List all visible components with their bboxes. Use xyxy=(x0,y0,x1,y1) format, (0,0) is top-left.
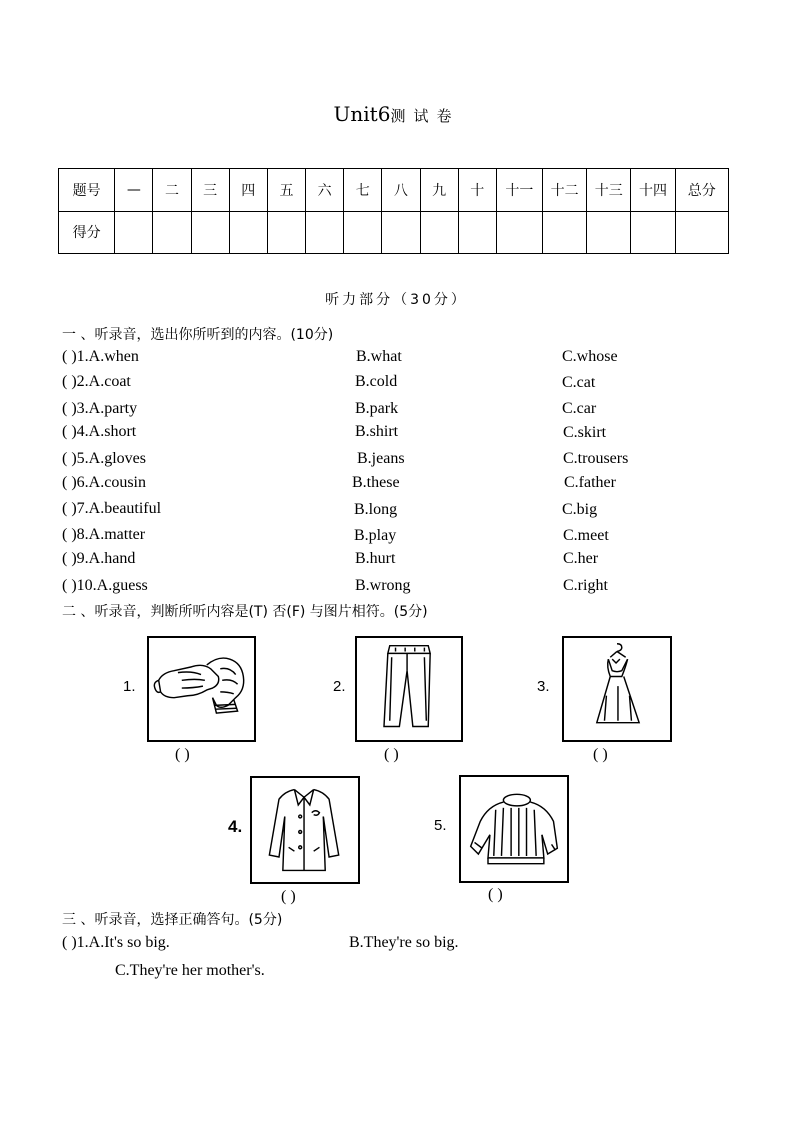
score-input-cell[interactable] xyxy=(587,211,631,254)
question-b: B.park xyxy=(355,400,399,417)
question-b: B.jeans xyxy=(357,450,405,467)
question-c: C.big xyxy=(562,501,598,518)
dress-icon xyxy=(564,638,670,740)
question-c: C.her xyxy=(563,550,599,567)
question-a: ( )1.A.It's so big. xyxy=(62,934,170,951)
picture-frame xyxy=(250,776,360,884)
gloves-icon xyxy=(149,638,254,740)
question-b: B.play xyxy=(354,527,397,544)
score-header-cell: 十 xyxy=(458,169,496,212)
score-table xyxy=(58,168,729,254)
score-input-cell[interactable] xyxy=(267,211,305,254)
score-header-cell: 二 xyxy=(153,169,191,212)
picture-frame xyxy=(459,775,569,883)
coat-icon xyxy=(252,778,358,882)
score-header-cell: 十二 xyxy=(543,169,587,212)
answer-blank[interactable]: ( ) xyxy=(593,746,608,763)
sweater-icon xyxy=(461,777,567,881)
score-input-cell[interactable] xyxy=(458,211,496,254)
score-input-cell[interactable] xyxy=(496,211,542,254)
answer-blank[interactable]: ( ) xyxy=(384,746,399,763)
score-input-cell[interactable] xyxy=(191,211,229,254)
question-c: C.They're her mother's. xyxy=(115,962,265,979)
question-c: C.car xyxy=(562,400,597,417)
question-a: ( )4.A.short xyxy=(62,423,137,440)
question-c: C.right xyxy=(563,577,608,594)
question-a: ( )5.A.gloves xyxy=(62,450,146,467)
question-a: ( )2.A.coat xyxy=(62,373,131,390)
score-header-cell: 题号 xyxy=(59,169,115,212)
score-input-cell[interactable] xyxy=(344,211,382,254)
score-input-cell[interactable] xyxy=(675,211,728,254)
section2-title: 二 、听录音，判断所听内容是(T) 否(F) 与图片相符。(5分) xyxy=(62,604,428,620)
question-a: ( )7.A.beautiful xyxy=(62,500,162,517)
picture-number: 4. xyxy=(228,817,243,836)
score-input-cell[interactable] xyxy=(115,211,153,254)
picture-number: 1. xyxy=(123,678,136,695)
picture-number: 5. xyxy=(434,817,447,834)
answer-blank[interactable]: ( ) xyxy=(488,886,503,903)
picture-number: 2. xyxy=(333,678,346,695)
trousers-icon xyxy=(357,638,461,740)
question-c: C.meet xyxy=(563,527,609,544)
question-a: ( )9.A.hand xyxy=(62,550,136,567)
question-c: C.cat xyxy=(562,374,596,391)
score-header-cell: 六 xyxy=(306,169,344,212)
score-input-cell[interactable] xyxy=(631,211,675,254)
question-c: C.whose xyxy=(562,348,618,365)
score-input-cell[interactable] xyxy=(420,211,458,254)
score-input-cell[interactable] xyxy=(543,211,587,254)
score-header-cell: 九 xyxy=(420,169,458,212)
score-header-cell: 总分 xyxy=(675,169,728,212)
question-c: C.father xyxy=(564,474,616,491)
score-header-cell: — xyxy=(115,169,153,212)
section1-title: 一 、听录音，选出你所听到的内容。(10分) xyxy=(62,327,334,343)
answer-blank[interactable]: ( ) xyxy=(175,746,190,763)
listening-heading: 听力部分（30分） xyxy=(325,292,468,308)
score-header-cell: 十四 xyxy=(631,169,675,212)
section3-title: 三 、听录音，选择正确答句。(5分) xyxy=(62,912,283,928)
score-header-cell: 四 xyxy=(229,169,267,212)
score-input-cell[interactable] xyxy=(306,211,344,254)
question-a: ( )6.A.cousin xyxy=(62,474,146,491)
question-a: ( )1.A.when xyxy=(62,348,139,365)
page-title xyxy=(0,102,793,126)
score-value-row xyxy=(59,211,729,254)
score-header-row xyxy=(59,169,729,212)
question-b: B.hurt xyxy=(355,550,396,567)
score-header-cell: 十一 xyxy=(496,169,542,212)
question-b: B.shirt xyxy=(355,423,399,440)
picture-frame xyxy=(562,636,672,742)
question-b: B.what xyxy=(356,348,402,365)
question-a: ( )8.A.matter xyxy=(62,526,146,543)
title-cn: 测试卷 xyxy=(390,107,460,125)
score-input-cell[interactable] xyxy=(382,211,420,254)
score-header-cell: 三 xyxy=(191,169,229,212)
question-b: B.wrong xyxy=(355,577,411,594)
question-c: C.trousers xyxy=(563,450,629,467)
question-b: B.long xyxy=(354,501,398,518)
question-b: B.cold xyxy=(355,373,398,390)
score-header-cell: 七 xyxy=(344,169,382,212)
score-header-cell: 八 xyxy=(382,169,420,212)
picture-frame xyxy=(147,636,256,742)
question-c: C.skirt xyxy=(563,424,607,441)
answer-blank[interactable]: ( ) xyxy=(281,888,296,905)
title-unit: Unit6 xyxy=(333,102,391,126)
score-header-cell: 十三 xyxy=(587,169,631,212)
score-input-cell[interactable] xyxy=(153,211,191,254)
score-input-cell[interactable] xyxy=(229,211,267,254)
picture-number: 3. xyxy=(537,678,550,695)
question-b: B.these xyxy=(352,474,400,491)
picture-frame xyxy=(355,636,463,742)
score-row-label: 得分 xyxy=(59,211,115,254)
question-a: ( )10.A.guess xyxy=(62,577,148,594)
score-header-cell: 五 xyxy=(267,169,305,212)
question-b: B.They're so big. xyxy=(349,934,459,951)
question-a: ( )3.A.party xyxy=(62,400,138,417)
